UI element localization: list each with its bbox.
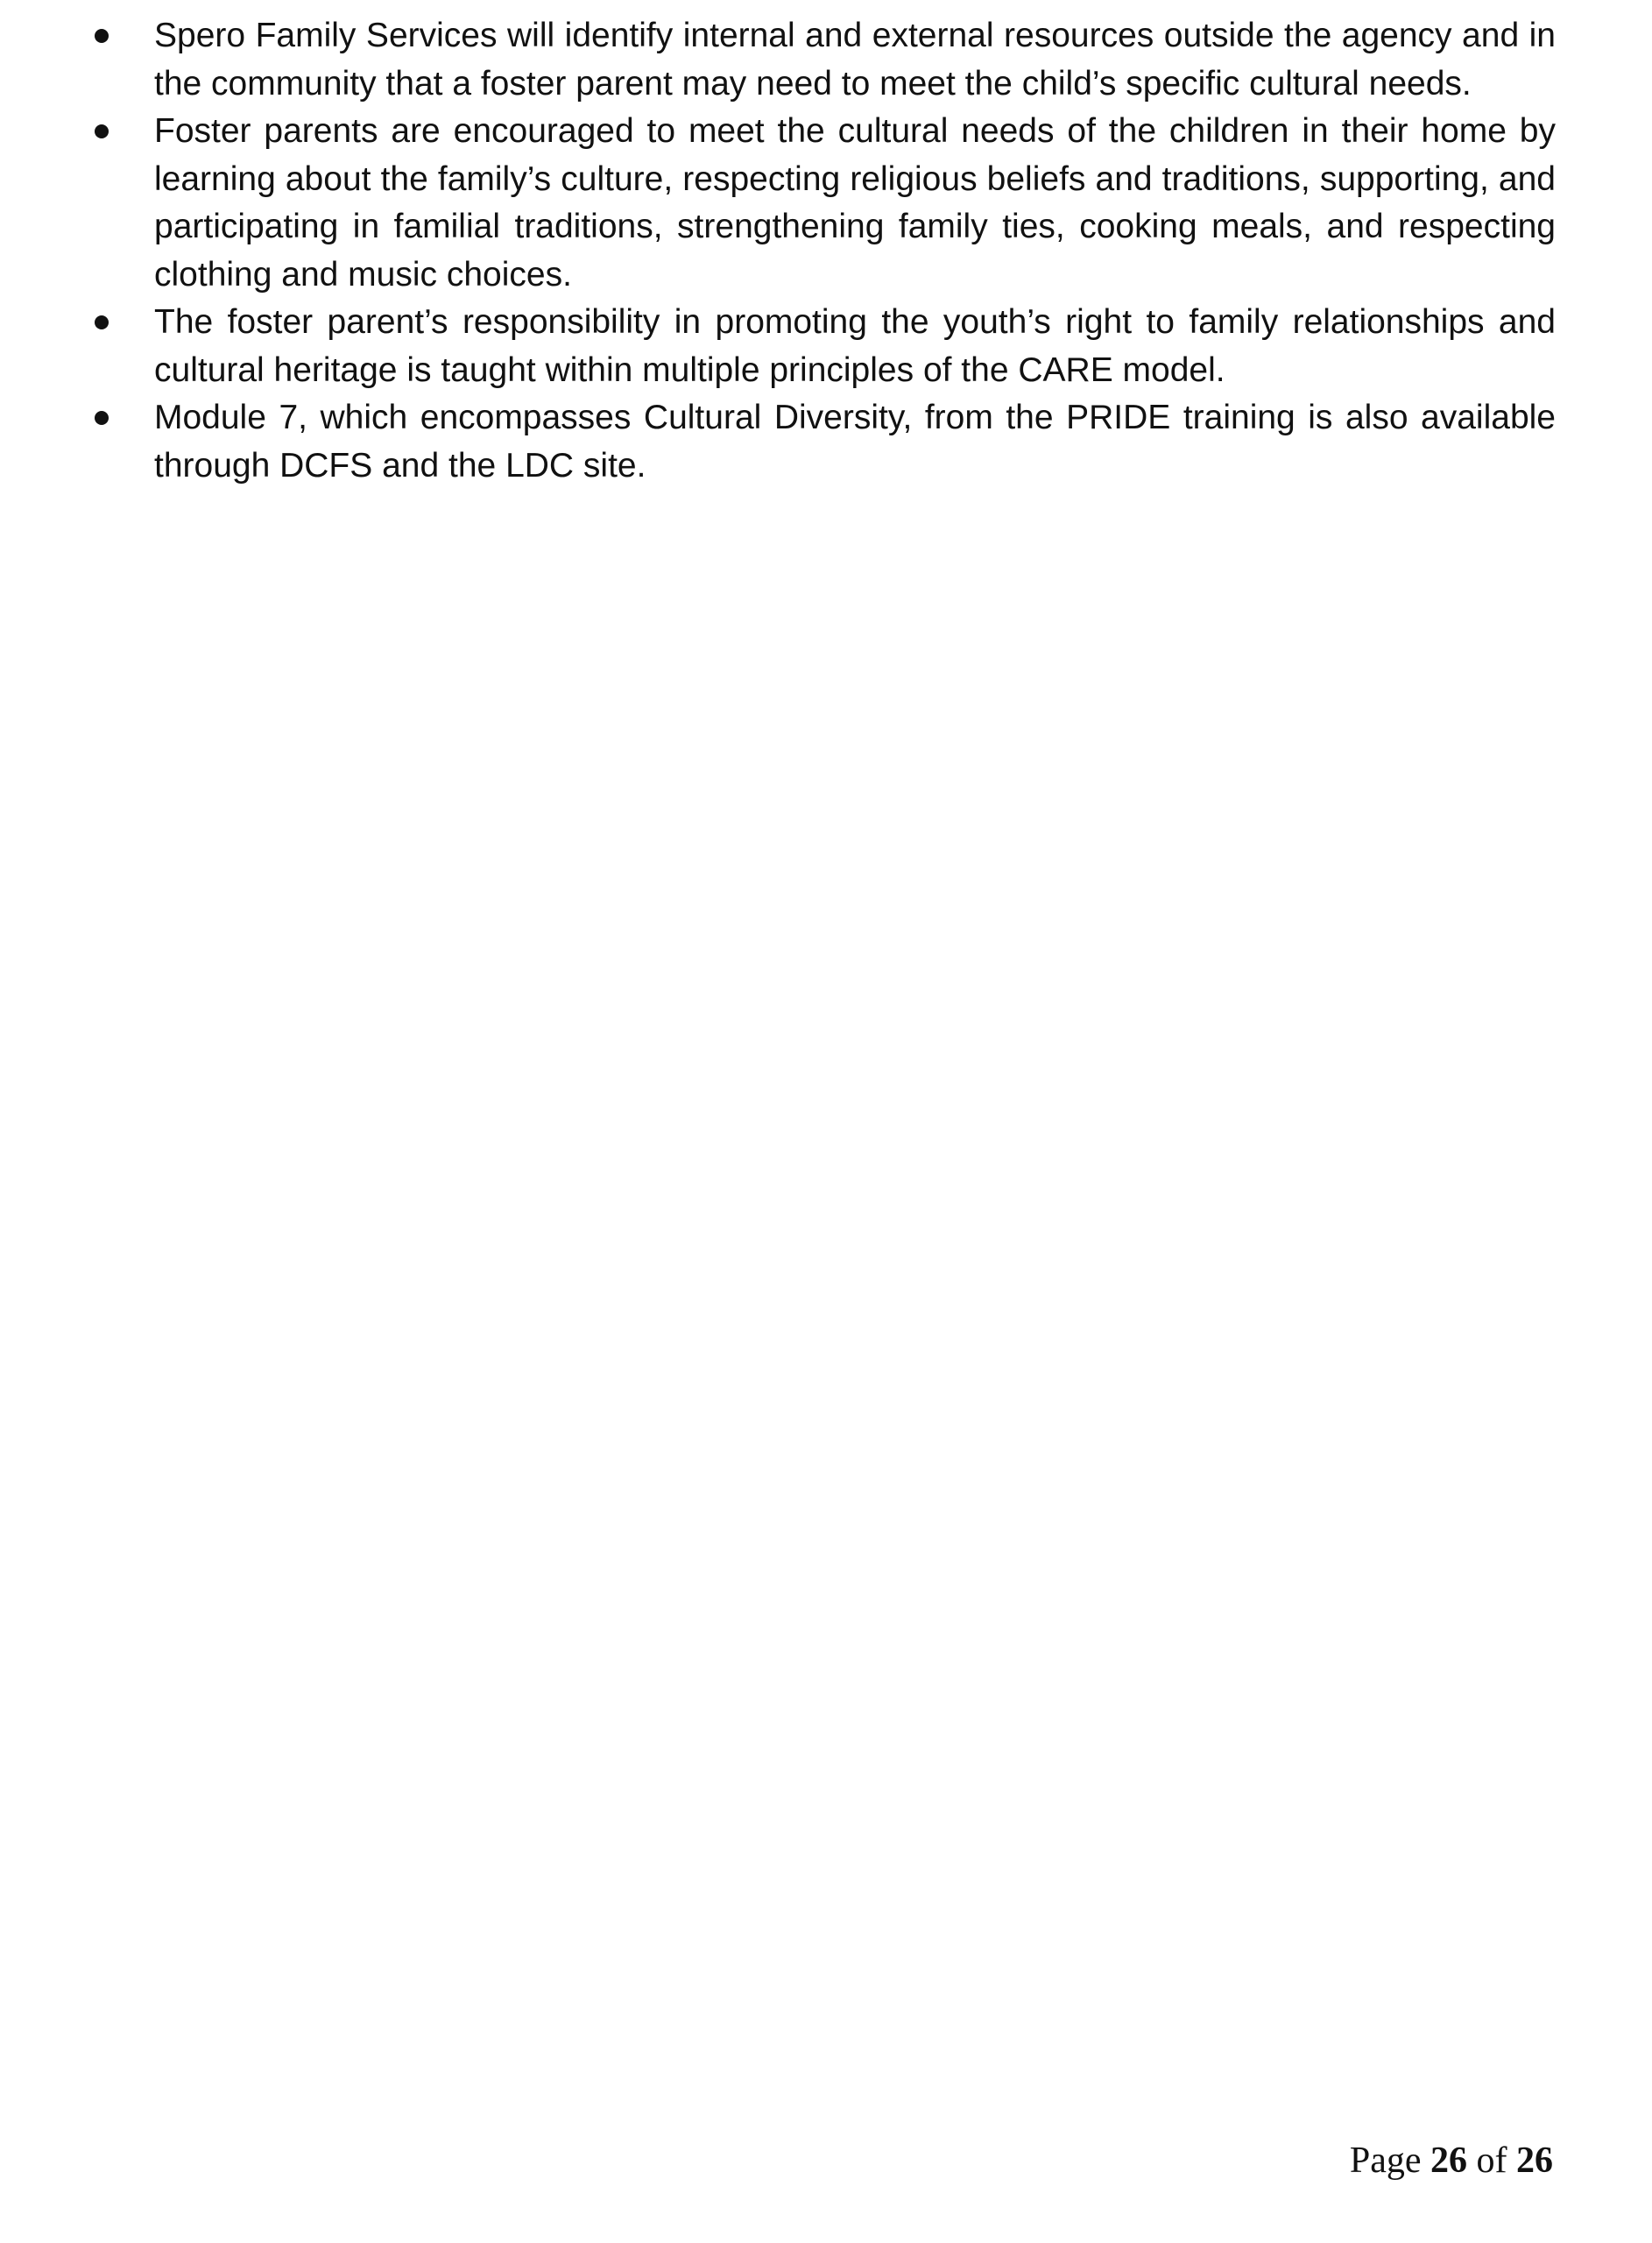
bullet-text: Foster parents are encouraged to meet the cultural needs of the children in their home by learning about the family’s culture, respecting religious beliefs and traditions, supporting, and participating in familial traditions, strengthening family ties, cooking meals, and respecting clothing and music choices. [154, 112, 1556, 294]
list-item [95, 299, 1556, 394]
bullet-icon [95, 29, 109, 43]
page-word: Page [1349, 2140, 1422, 2181]
bullet-list [95, 12, 1556, 490]
bullet-icon [95, 315, 109, 329]
bullet-text: The foster parent’s responsibility in promoting the youth’s right to family relationships and cultural heritage is taught within multiple principles of the CARE model. [154, 303, 1556, 389]
list-item [95, 108, 1556, 299]
bullet-icon [95, 124, 109, 138]
of-word: of [1476, 2140, 1507, 2181]
bullet-text: Spero Family Services will identify internal and external resources outside the agency and in the community that a foster parent may need to meet the child’s specific cultural needs. [154, 17, 1556, 103]
bullet-text: Module 7, which encompasses Cultural Diversity, from the PRIDE training is also available through DCFS and the LDC site. [154, 399, 1556, 485]
total-page-number: 26 [1516, 2140, 1553, 2181]
page-number-footer [1350, 2138, 1553, 2183]
list-item [95, 394, 1556, 490]
bullet-icon [95, 411, 109, 425]
list-item [95, 12, 1556, 108]
current-page-number: 26 [1430, 2140, 1467, 2181]
